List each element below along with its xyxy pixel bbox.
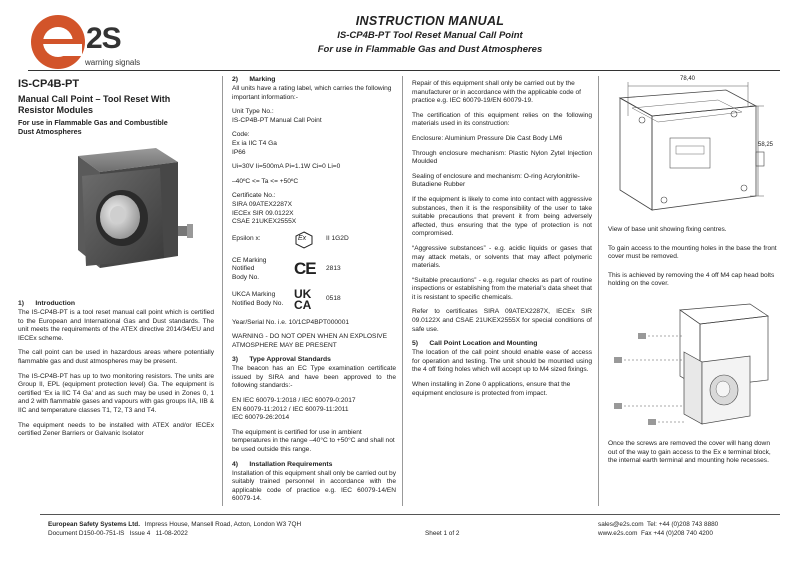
footer-address: Impress House, Mansell Road, Acton, London W3 7QH	[144, 521, 302, 528]
mechanism-material: Through enclosure mechanism: Plastic Nylon Zytel Injection Moulded	[412, 149, 592, 166]
base-unit-drawing	[608, 76, 780, 226]
location-heading: 5) Call Point Location and Mounting	[412, 340, 538, 348]
column-divider-2	[402, 76, 403, 506]
footer-left	[48, 520, 468, 538]
unit-type-label: Unit Type No.:	[232, 108, 274, 116]
product-title: Manual Call Point – Tool Reset With Resistor Modules	[18, 94, 171, 115]
certificate-1: SIRA 09ATEX2287X	[232, 200, 292, 208]
cover-removal-paragraph: This is achieved by removing the 4 off M4 cap head bolts holding on the cover.	[608, 271, 775, 288]
ukca-row	[232, 286, 396, 312]
unit-type-block	[232, 108, 396, 125]
approval-paragraph-2: The equipment is certified for use in ambient temperatures in the range –40°C to +50°C and shall not be used outside this range.	[232, 428, 395, 454]
location-paragraph: The location of the call point should enable ease of access for operation and testing. The unit should be mounted using the 4 off fixing holes which will accept up to M4 sized fixings.	[412, 349, 592, 374]
marking-paragraph: All units have a rating label, which carries the following important information:-	[232, 85, 392, 101]
ukca-ca: CA	[294, 297, 312, 312]
approval-heading: 3) Type Approval Standards	[232, 356, 331, 364]
enclosure-material: Enclosure: Aluminium Pressure Die Cast Body LM6	[412, 134, 563, 142]
code-value-1: Ex ia IIC T4 Ga	[232, 139, 277, 147]
ukca-uk: UK	[294, 286, 312, 301]
ukca-number: 0518	[326, 295, 341, 303]
certificate-label: Certificate No.:	[232, 192, 276, 200]
footer-contact-1: sales@e2s.com Tel: +44 (0)208 743 8880	[598, 521, 719, 528]
mounting-access-paragraph: To gain access to the mounting holes in the base the front cover must be removed.	[608, 244, 777, 261]
explosive-warning: WARNING - DO NOT OPEN WHEN AN EXPLOSIVE ATMOSPHERE MAY BE PRESENT	[232, 333, 387, 349]
column-4-text-bottom	[608, 440, 780, 472]
unit-type-value: IS-CP4B-PT Manual Call Point	[232, 116, 322, 124]
epsilon-label: Epsilon x:	[232, 235, 261, 243]
aggressive-substances-paragraph: If the equipment is likely to come into contact with aggressive substances, then it is the responsibility of the user to take suitable precautions that prevent it from being adversely affected, thus ensuring that the type of protection is not compromised.	[412, 195, 592, 238]
exploded-view-drawing	[610, 296, 780, 432]
manual-title: INSTRUCTION MANUAL	[355, 14, 505, 28]
base-unit-caption: View of base unit showing fixing centres.	[608, 226, 727, 233]
standard-3: IEC 60079-26:2014	[232, 414, 290, 422]
intro-paragraph-2: The call point can be used in hazardous areas where potentially flammable gas and dust atmospheres may be present.	[18, 349, 214, 365]
manual-subtitle: IS-CP4B-PT Tool Reset Manual Call Point	[337, 30, 523, 41]
intro-paragraph-4: The equipment needs to be installed with ATEX and/or IECEx certified Zener Barriers or Galvanic Isolator	[18, 421, 214, 438]
code-label: Code:	[232, 131, 250, 139]
marking-heading: 2) Marking	[232, 76, 276, 83]
code-block	[232, 131, 396, 157]
product-photo	[60, 138, 200, 288]
approval-paragraph: The beacon has an EC Type examination certificate issued by SIRA and have been approved to the following standards:-	[232, 365, 396, 390]
ce-label-1: CE Marking	[232, 256, 267, 264]
column-2	[232, 76, 396, 510]
footer-rule	[40, 514, 780, 515]
footer-sheet: Sheet 1 of 2	[425, 530, 460, 537]
repair-paragraph: Repair of this equipment shall only be carried out by the manufacturer or in accordance with the applicable code of practice e.g. IEC 60079-19/EN 60079-19.	[412, 80, 581, 105]
footer-contact-2: www.e2s.com Fax +44 (0)208 740 4200	[598, 530, 713, 537]
company-logo	[28, 10, 168, 72]
standard-1: EN IEC 60079-1:2018 / IEC 60079-0:2017	[232, 397, 356, 405]
ce-mark-icon: CE	[294, 259, 316, 279]
product-subtitle: For use in Flammable Gas and Combustible Dust Atmospheres	[18, 118, 168, 136]
logo-brand-2s: 2S	[86, 22, 121, 55]
certificate-3: CSAE 21UKEX2555X	[232, 218, 297, 226]
manual-subtitle-2: For use in Flammable Gas and Dust Atmospheres	[317, 44, 543, 55]
certificates-reference: Refer to certificates SIRA 09ATEX2287X, IECEx SIR 09.0122X and CSAE 21UKEX2555X for special conditions of safe use.	[412, 308, 592, 333]
standard-2: EN 60079-11:2012 / IEC 60079-11:2011	[232, 405, 349, 413]
installation-paragraph: Installation of this equipment shall only be carried out by suitably trained personnel in accordance with the applicable code of practice e.g. IEC 60079-14/EN 60079-14.	[232, 469, 396, 503]
installation-heading: 4) Installation Requirements	[232, 460, 333, 468]
footer-right	[598, 520, 788, 538]
intro-heading: 1) Introduction	[18, 300, 76, 307]
epsilon-row	[232, 231, 396, 249]
suitable-precautions-definition: “Suitable precautions” - e.g. regular checks as part of routine inspections or establishing from the material’s data sheet that it is resistant to specific chemicals.	[412, 276, 592, 301]
column-1	[18, 78, 214, 136]
code-value-2: IP66	[232, 148, 246, 156]
ex-symbol-text: Ex	[298, 234, 307, 242]
electrical-params: Ui=30V Ii=500mA Pi=1.1W Ci=0 Li=0	[232, 163, 341, 171]
ukca-label-2: Notified Body No.	[232, 299, 284, 307]
column-4-text-top	[608, 226, 780, 295]
epsilon-value: II 1G2D	[326, 235, 349, 243]
aggressive-substances-definition: “Aggressive substances” - e.g. acidic liquids or gases that may attack metals, or solvents that may affect polymeric materials.	[412, 244, 592, 270]
ce-label-2: Notified	[232, 265, 255, 273]
intro-paragraph-1: The IS-CP4B-PT is a tool reset manual call point which is certified to the European and International Gas and Dust standards. The unit meets the requirements of the ATEX directive 2014/34/EU and IECEx scheme.	[18, 309, 214, 342]
ex-hexagon-icon	[294, 231, 314, 249]
footer-company: European Safety Systems Ltd.	[48, 521, 140, 528]
column-divider-1	[222, 76, 223, 506]
column-divider-3	[598, 76, 599, 506]
footer-document-ref: Document D150-00-751-IS Issue 4 11-08-2022	[48, 530, 188, 537]
column-1-body	[18, 300, 214, 445]
ukca-label-1: UKCA Marking	[232, 290, 276, 298]
dimension-width: 78,40	[680, 76, 696, 82]
serial-number: Year/Serial No. i.e. 10/1CP4BPT000001	[232, 318, 350, 326]
certificate-block	[232, 192, 396, 226]
sealing-material: Sealing of enclosure and mechanism: O-ring Acrylonitrile-Butadiene Rubber	[412, 172, 580, 189]
ce-row	[232, 257, 396, 283]
column-3	[412, 80, 592, 404]
product-code: IS-CP4B-PT	[18, 78, 80, 90]
header-rule	[28, 70, 780, 71]
zone0-paragraph: When installing in Zone 0 applications, ensure that the equipment enclosure is protected from impact.	[412, 381, 571, 397]
standards-list	[232, 397, 396, 423]
materials-intro: The certification of this equipment relies on the following materials used in its construction:	[412, 111, 592, 128]
temperature-range: –40ºC <= Ta <= +50ºC	[232, 177, 299, 185]
intro-paragraph-3: The IS-CP4B-PT has up to two monitoring resistors. The units are Group II, EPL (equipment protection level) Ga. The equipment is certified ‘Ex ia IIC T4 Ga’ and as such may be used in Zones 0, 1 and 2 with flammable gases and vapours with gas groups IIA, IIB & IIC and temperature classes T1, T2, T3 and T4.	[18, 372, 214, 414]
logo-brand-e	[44, 14, 45, 15]
logo-tagline: warning signals	[85, 58, 141, 67]
ce-number: 2813	[326, 265, 341, 273]
dimension-height: 58,25	[758, 142, 774, 148]
certificate-2: IECEx SIR 09.0122X	[232, 209, 294, 217]
ukca-mark-icon	[294, 286, 326, 312]
ce-label-3: Body No.	[232, 273, 260, 281]
cover-hang-paragraph: Once the screws are removed the cover will hang down out of the way to gain access to the Ex e terminal block, the internal earth terminal and mounting hole recesses.	[608, 440, 771, 465]
